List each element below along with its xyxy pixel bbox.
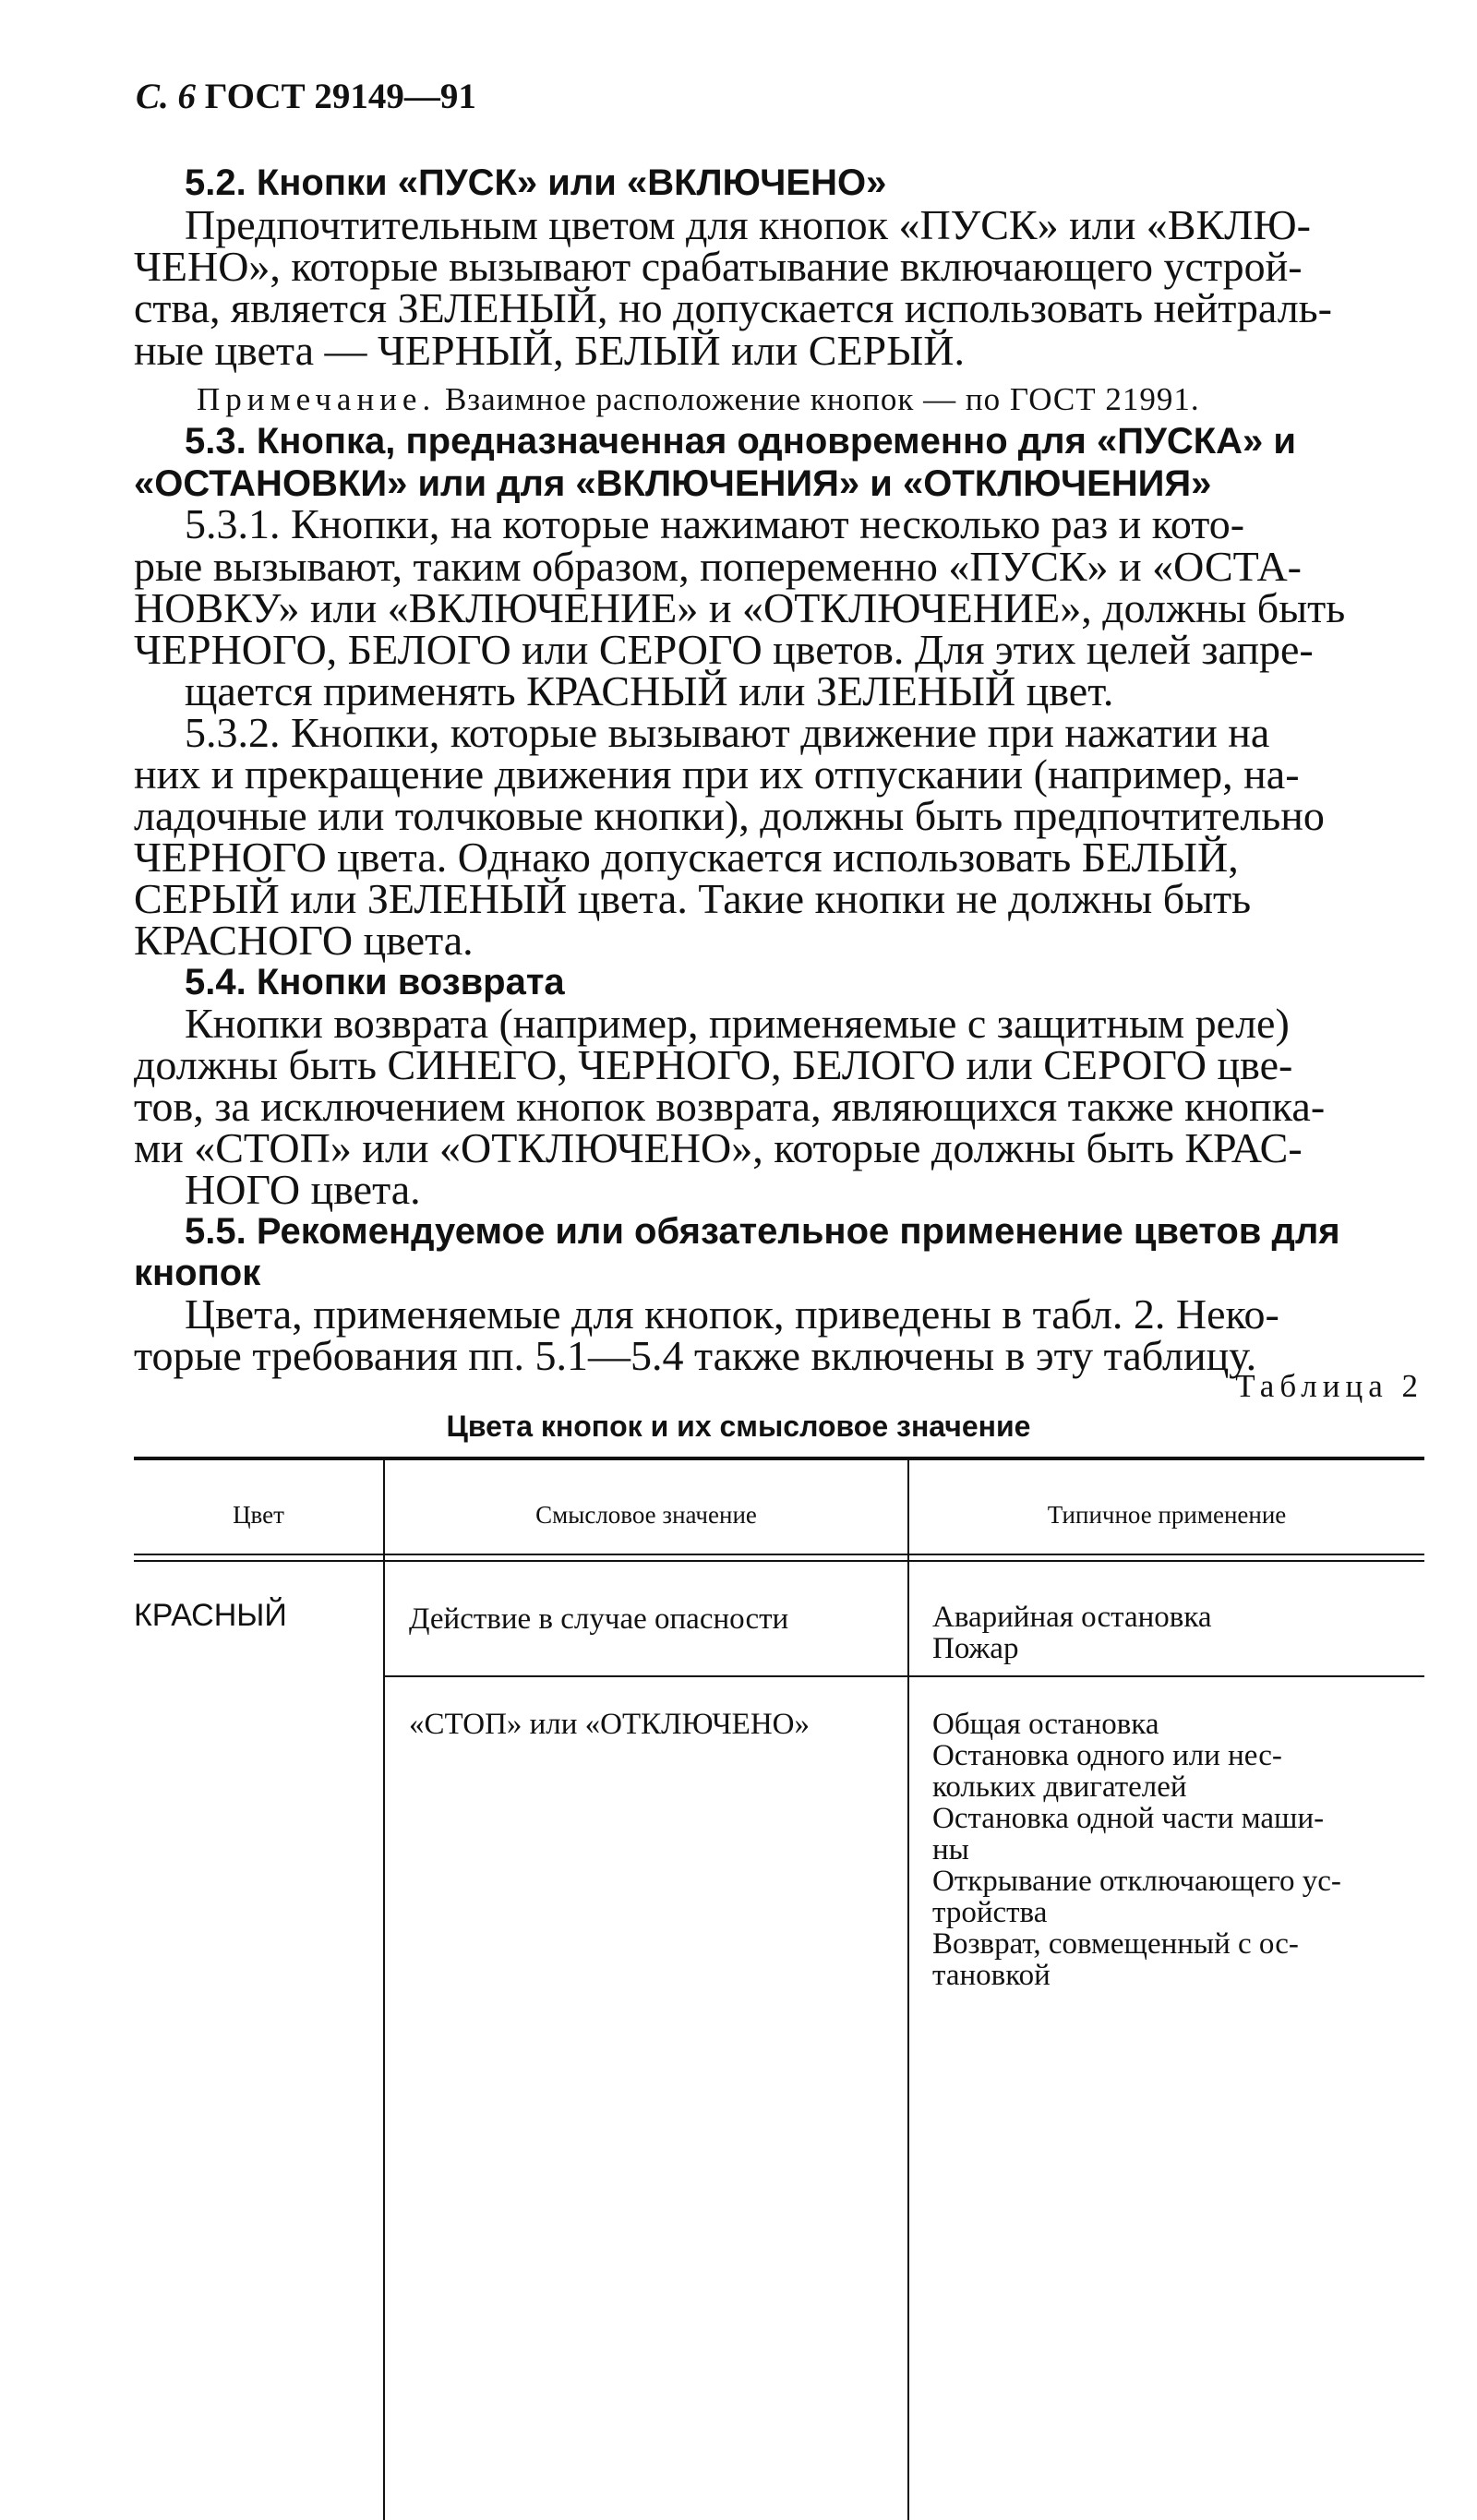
column-header-usage: Типичное применение bbox=[1047, 1501, 1287, 1529]
column-divider bbox=[907, 1458, 909, 2520]
note-label: Примечание. bbox=[197, 381, 437, 417]
paragraph-line: НОВКУ» или «ВКЛЮЧЕНИЕ» и «ОТКЛЮЧЕНИЕ», должны быть bbox=[134, 584, 1346, 631]
paragraph-line: торые требования пп. 5.1—5.4 также включены в эту таблицу. bbox=[134, 1332, 1257, 1379]
paragraph-line: ЧЕРНОГО цвета. Однако допускается использовать БЕЛЫЙ, bbox=[134, 834, 1239, 881]
paragraph-line: ЧЕНО», которые вызывают срабатывание включающего устрой- bbox=[134, 243, 1303, 290]
page-header bbox=[136, 76, 476, 117]
color-value: КРАСНЫЙ bbox=[134, 1598, 287, 1633]
table-cell-meaning bbox=[409, 1603, 889, 1635]
paragraph-line: ЧЕРНОГО, БЕЛОГО или СЕРОГО цветов. Для этих целей запре- bbox=[134, 626, 1314, 673]
section-5-5-title-cont: кнопок bbox=[134, 1253, 261, 1293]
section-5-3-title-cont: «ОСТАНОВКИ» или для «ВКЛЮЧЕНИЯ» и «ОТКЛЮЧЕНИЯ» bbox=[134, 463, 1212, 504]
usage-value: Пожар bbox=[932, 1632, 1019, 1665]
usage-value: тановкой bbox=[932, 1959, 1051, 1992]
paragraph-line: тов, за исключением кнопок возврата, являющихся также кнопка- bbox=[134, 1083, 1326, 1130]
page-number: С. 6 bbox=[136, 77, 197, 116]
table-top-rule bbox=[134, 1457, 1424, 1460]
meaning-value: Действие в случае опасности bbox=[409, 1602, 789, 1636]
table-cell-meaning bbox=[409, 1709, 898, 1740]
paragraph-line: ные цвета — ЧЕРНЫЙ, БЕЛЫЙ или СЕРЫЙ. bbox=[134, 327, 965, 374]
usage-value: тройства bbox=[932, 1896, 1048, 1929]
paragraph-line: Цвета, применяемые для кнопок, приведены в табл. 2. Неко- bbox=[185, 1290, 1279, 1338]
paragraph-line: ства, является ЗЕЛЕНЫЙ, но допускается использовать нейтраль- bbox=[134, 284, 1332, 331]
section-5-5-title: 5.5. Рекомендуемое или обязательное применение цветов для bbox=[185, 1211, 1340, 1252]
paragraph-line: рые вызывают, таким образом, попеременно «ПУСК» и «ОСТА- bbox=[134, 543, 1302, 590]
paragraph-line: Кнопки возврата (например, применяемые с защитным реле) bbox=[185, 1000, 1290, 1047]
section-5-4-title: 5.4. Кнопки возврата bbox=[185, 962, 565, 1002]
usage-value: Остановка одной части маши- bbox=[932, 1802, 1325, 1835]
paragraph-line: ми «СТОП» или «ОТКЛЮЧЕНО», которые должны быть КРАС- bbox=[134, 1124, 1303, 1171]
paragraph-line: 5.3.1. Кнопки, на которые нажимают несколько раз и кото- bbox=[185, 500, 1245, 547]
paragraph-line: ладочные или толчковые кнопки), должны быть предпочтительно bbox=[134, 792, 1325, 839]
table-cell-usage bbox=[932, 1602, 1412, 1664]
meaning-value: «СТОП» или «ОТКЛЮЧЕНО» bbox=[409, 1708, 810, 1741]
table-cell-color bbox=[134, 1600, 374, 1631]
paragraph-line: СЕРЫЙ или ЗЕЛЕНЫЙ цвета. Такие кнопки не должны быть bbox=[134, 875, 1252, 922]
paragraph-line: 5.3.2. Кнопки, которые вызывают движение при нажатии на bbox=[185, 709, 1270, 756]
table-title: Цвета кнопок и их смысловое значение bbox=[446, 1410, 1031, 1443]
usage-value: кольких двигателей bbox=[932, 1770, 1187, 1804]
usage-value: Остановка одного или нес- bbox=[932, 1739, 1282, 1772]
paragraph-line: должны быть СИНЕГО, ЧЕРНОГО, БЕЛОГО или СЕРОГО цве- bbox=[134, 1041, 1293, 1088]
table-header-rule-2 bbox=[134, 1560, 1424, 1562]
usage-value: Возврат, совмещенный с ос- bbox=[932, 1927, 1299, 1961]
row-divider bbox=[385, 1675, 1424, 1677]
paragraph-line: Предпочтительным цветом для кнопок «ПУСК» или «ВКЛЮ- bbox=[185, 201, 1311, 248]
section-5-2-title: 5.2. Кнопки «ПУСК» или «ВКЛЮЧЕНО» bbox=[185, 162, 887, 203]
paragraph-line: НОГО цвета. bbox=[185, 1166, 421, 1213]
column-header-color: Цвет bbox=[233, 1501, 284, 1529]
usage-value: Аварийная остановка bbox=[932, 1601, 1212, 1634]
paragraph-line: щается применять КРАСНЫЙ или ЗЕЛЕНЫЙ цвет. bbox=[185, 667, 1114, 714]
usage-value: Открывание отключающего ус- bbox=[932, 1865, 1341, 1898]
table-label: Таблица 2 bbox=[1235, 1368, 1423, 1404]
usage-value: ны bbox=[932, 1833, 969, 1866]
paragraph-line: них и прекращение движения при их отпускании (например, на- bbox=[134, 750, 1300, 798]
section-5-3-title: 5.3. Кнопка, предназначенная одновременно для «ПУСКА» и bbox=[185, 421, 1297, 462]
note-text: Взаимное расположение кнопок — по ГОСТ 21991. bbox=[444, 381, 1200, 417]
table-header-rule bbox=[134, 1554, 1424, 1555]
standard-number: ГОСТ 29149—91 bbox=[204, 77, 476, 116]
column-header-meaning: Смысловое значение bbox=[535, 1501, 757, 1529]
usage-value: Общая остановка bbox=[932, 1708, 1159, 1741]
table-cell-usage bbox=[932, 1709, 1422, 1991]
paragraph-line: КРАСНОГО цвета. bbox=[134, 917, 474, 964]
column-divider bbox=[383, 1458, 385, 2520]
